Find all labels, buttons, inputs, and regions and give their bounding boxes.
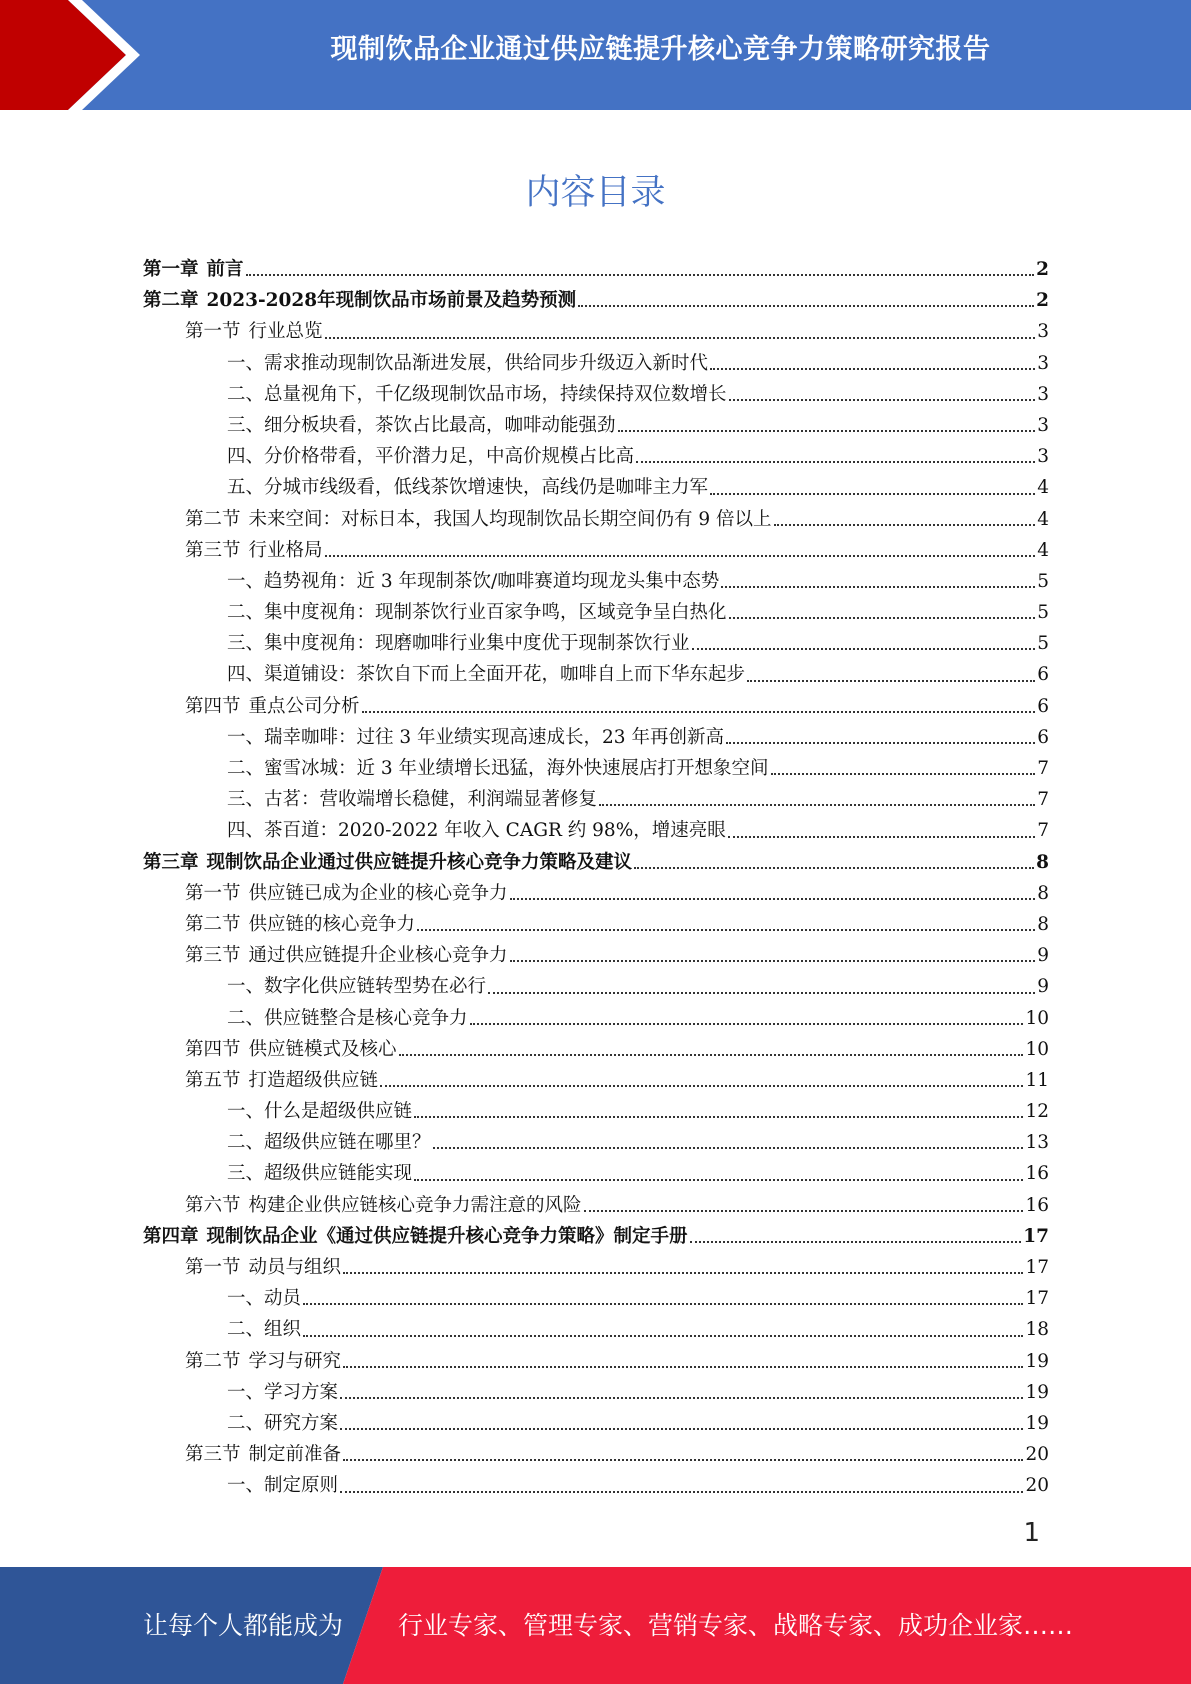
toc-dot-leader xyxy=(584,1210,1024,1212)
toc-entry-title xyxy=(227,1408,338,1439)
toc-entry[interactable] xyxy=(143,847,1049,878)
toc-entry-title xyxy=(227,1158,412,1189)
toc-entry-text: 供应链模式及核心 xyxy=(248,1038,397,1060)
toc-entry-text: 一、瑞幸咖啡：过往 3 年业绩实现高速成长，23 年再创新高 xyxy=(227,726,724,748)
toc-entry[interactable] xyxy=(143,1314,1049,1345)
toc-entry[interactable] xyxy=(143,535,1049,566)
toc-entry-text: 构建企业供应链核心竞争力需注意的风险 xyxy=(248,1194,582,1216)
footer-band xyxy=(0,1567,1191,1684)
toc-entry-text: 一、什么是超级供应链 xyxy=(227,1101,413,1123)
toc-entry[interactable] xyxy=(143,1065,1049,1096)
toc-entry-page: 19 xyxy=(1025,1381,1049,1403)
toc-entry[interactable] xyxy=(143,753,1049,784)
toc-entry-label: 第六节 xyxy=(185,1194,241,1216)
toc-entry-text: 供应链已成为企业的核心竞争力 xyxy=(248,882,508,904)
toc-entry-label: 第一节 xyxy=(185,321,241,343)
toc-entry[interactable] xyxy=(143,1003,1049,1034)
toc-dot-leader xyxy=(771,773,1036,775)
toc-entry-title xyxy=(227,753,769,784)
toc-entry[interactable] xyxy=(143,472,1049,503)
toc-entry[interactable] xyxy=(143,254,1049,285)
toc-dot-leader xyxy=(246,274,1035,276)
toc-entry-page: 19 xyxy=(1025,1350,1049,1372)
toc-entry-page: 5 xyxy=(1037,570,1049,592)
toc-entry[interactable] xyxy=(143,1439,1049,1470)
toc-entry-title xyxy=(227,441,634,472)
toc-entry-title xyxy=(227,1096,412,1127)
toc-entry-text: 四、渠道铺设：茶饮自下而上全面开花，咖啡自上而下华东起步 xyxy=(227,664,746,686)
header-band xyxy=(0,0,1191,110)
toc-entry-text: 一、动员 xyxy=(227,1288,302,1310)
toc-entry[interactable] xyxy=(143,1127,1049,1158)
toc-entry-text: 二、超级供应链在哪里？ xyxy=(227,1132,431,1154)
toc-entry-page: 17 xyxy=(1025,1257,1049,1278)
toc-entry-label: 第四节 xyxy=(185,695,241,717)
toc-entry[interactable] xyxy=(143,410,1049,441)
toc-entry-page: 6 xyxy=(1037,726,1049,748)
toc-entry-text: 现制饮品企业《通过供应链提升核心竞争力策略》制定手册 xyxy=(206,1225,688,1247)
toc-dot-leader xyxy=(599,804,1035,806)
toc-entry-text: 学习与研究 xyxy=(248,1350,342,1372)
toc-entry-title xyxy=(227,1377,338,1408)
toc-entry[interactable] xyxy=(143,1408,1049,1439)
toc-entry-title xyxy=(227,722,724,753)
toc-entry-text: 一、需求推动现制饮品渐进发展，供给同步升级迈入新时代 xyxy=(227,352,709,374)
toc-entry-page: 4 xyxy=(1037,508,1049,530)
toc-entry-page: 5 xyxy=(1037,602,1049,624)
toc-entry-label: 第一节 xyxy=(185,882,241,904)
toc-entry-title xyxy=(227,410,616,441)
toc-entry-title xyxy=(143,1221,688,1252)
toc-dot-leader xyxy=(721,586,1035,588)
toc-entry-page: 17 xyxy=(1025,1288,1049,1310)
toc-entry-title xyxy=(227,379,727,410)
toc-entry-page: 9 xyxy=(1037,945,1049,967)
toc-dot-leader xyxy=(728,836,1035,838)
toc-entry-title xyxy=(185,1346,341,1377)
footer-slogan-left: 让每个人都能成为 xyxy=(143,1611,344,1640)
toc-entry[interactable] xyxy=(143,722,1049,753)
toc-dot-leader xyxy=(343,1366,1023,1368)
toc-dot-leader xyxy=(729,617,1036,619)
toc-entry-page: 6 xyxy=(1037,664,1049,686)
toc-entry-title xyxy=(143,254,244,285)
table-of-contents xyxy=(143,254,1049,1502)
toc-entry-title xyxy=(185,940,508,971)
toc-entry-page: 3 xyxy=(1037,414,1049,436)
toc-entry-title xyxy=(227,784,597,815)
toc-heading: 内容目录 xyxy=(525,173,666,213)
toc-entry-title xyxy=(227,659,745,690)
toc-entry-page: 16 xyxy=(1025,1163,1049,1185)
toc-entry-text: 二、蜜雪冰城：近 3 年业绩增长迅猛，海外快速展店打开想象空间 xyxy=(227,758,769,779)
toc-entry-label: 第二章 xyxy=(143,290,199,312)
toc-dot-leader xyxy=(303,1335,1023,1337)
toc-dot-leader xyxy=(303,1303,1023,1305)
toc-dot-leader xyxy=(362,711,1036,713)
toc-dot-leader xyxy=(470,1023,1024,1025)
toc-entry-title xyxy=(185,878,508,909)
toc-entry[interactable] xyxy=(143,1221,1049,1252)
toc-dot-leader xyxy=(340,1397,1023,1399)
toc-entry-label: 第三节 xyxy=(185,945,241,967)
toc-dot-leader xyxy=(690,1241,1022,1243)
toc-entry[interactable] xyxy=(143,1158,1049,1189)
toc-entry-page: 3 xyxy=(1037,352,1049,374)
toc-dot-leader xyxy=(433,1147,1024,1149)
toc-entry-page: 4 xyxy=(1037,477,1049,499)
toc-entry[interactable] xyxy=(143,348,1049,379)
toc-entry-label: 第一章 xyxy=(143,259,199,280)
toc-entry[interactable] xyxy=(143,659,1049,690)
toc-entry-text: 2023-2028年现制饮品市场前景及趋势预测 xyxy=(206,290,577,312)
toc-entry[interactable] xyxy=(143,597,1049,628)
toc-dot-leader xyxy=(340,1428,1023,1430)
toc-entry-label: 第二节 xyxy=(185,913,241,935)
toc-entry-text: 一、学习方案 xyxy=(227,1381,339,1403)
toc-entry-page: 4 xyxy=(1037,539,1049,561)
toc-entry-text: 二、总量视角下，千亿级现制饮品市场，持续保持双位数增长 xyxy=(227,383,727,405)
toc-entry-page: 9 xyxy=(1037,976,1049,998)
toc-entry-page: 10 xyxy=(1025,1038,1049,1060)
toc-entry-label: 第三节 xyxy=(185,539,241,561)
toc-entry-text: 五、分城市线级看，低线茶饮增速快，高线仍是咖啡主力军 xyxy=(227,477,709,499)
toc-entry-title xyxy=(227,628,690,659)
toc-dot-leader xyxy=(747,680,1035,682)
toc-dot-leader xyxy=(399,1054,1024,1056)
toc-entry-page: 20 xyxy=(1025,1444,1049,1466)
toc-dot-leader xyxy=(340,1491,1023,1493)
toc-entry-label: 第五节 xyxy=(185,1069,241,1091)
toc-entry-text: 四、茶百道：2020-2022 年收入 CAGR 约 98%，增速亮眼 xyxy=(227,820,726,842)
toc-entry-title xyxy=(227,1003,468,1034)
toc-entry[interactable] xyxy=(143,815,1049,846)
toc-dot-leader xyxy=(488,992,1035,994)
toc-entry-page: 3 xyxy=(1037,321,1049,343)
toc-entry-title xyxy=(185,1439,341,1470)
toc-entry-title xyxy=(227,815,726,846)
toc-entry-title xyxy=(143,285,576,316)
toc-dot-leader xyxy=(774,524,1036,526)
toc-entry-label: 第四节 xyxy=(185,1038,241,1060)
toc-dot-leader xyxy=(510,898,1036,900)
toc-entry-text: 二、供应链整合是核心竞争力 xyxy=(227,1007,468,1029)
toc-entry-text: 前言 xyxy=(206,259,244,280)
toc-dot-leader xyxy=(710,493,1035,495)
toc-entry-title xyxy=(227,597,727,628)
footer-slogan-right: 行业专家、管理专家、营销专家、战略专家、成功企业家…… xyxy=(398,1611,1074,1640)
toc-entry[interactable] xyxy=(143,379,1049,410)
toc-entry-title xyxy=(227,472,708,503)
toc-entry-text: 供应链的核心竞争力 xyxy=(248,913,416,935)
toc-entry-page: 2 xyxy=(1036,290,1049,312)
toc-entry-text: 未来空间：对标日本，我国人均现制饮品长期空间仍有 9 倍以上 xyxy=(248,508,772,530)
toc-entry[interactable] xyxy=(143,1470,1049,1501)
toc-entry[interactable] xyxy=(143,1190,1049,1221)
toc-entry[interactable] xyxy=(143,909,1049,940)
toc-entry[interactable] xyxy=(143,1346,1049,1377)
toc-entry-page: 5 xyxy=(1037,633,1049,655)
toc-dot-leader xyxy=(414,1116,1023,1118)
toc-entry-text: 行业格局 xyxy=(248,539,323,561)
toc-dot-leader xyxy=(343,1459,1023,1461)
toc-entry[interactable] xyxy=(143,878,1049,909)
toc-dot-leader xyxy=(636,461,1035,463)
toc-entry-page: 3 xyxy=(1037,383,1049,405)
toc-entry-text: 四、分价格带看，平价潜力足，中高价规模占比高 xyxy=(227,446,635,468)
toc-entry-page: 18 xyxy=(1025,1319,1049,1341)
toc-entry-label: 第三节 xyxy=(185,1444,241,1466)
toc-entry-text: 动员与组织 xyxy=(248,1257,342,1278)
toc-entry-label: 第四章 xyxy=(143,1225,199,1247)
toc-entry[interactable] xyxy=(143,1096,1049,1127)
toc-entry-page: 7 xyxy=(1037,758,1049,779)
toc-dot-leader xyxy=(729,399,1036,401)
toc-entry[interactable] xyxy=(143,566,1049,597)
toc-entry-text: 打造超级供应链 xyxy=(248,1069,379,1091)
toc-entry-title xyxy=(185,909,415,940)
toc-entry-label: 第三章 xyxy=(143,851,199,873)
toc-entry-label: 第一节 xyxy=(185,1257,241,1278)
toc-entry-page: 13 xyxy=(1025,1132,1049,1154)
toc-entry-label: 第二节 xyxy=(185,508,241,530)
toc-dot-leader xyxy=(692,648,1036,650)
toc-dot-leader xyxy=(325,337,1036,339)
toc-entry-title xyxy=(185,1252,341,1283)
page-number: 1 xyxy=(1023,1518,1040,1548)
toc-entry-title xyxy=(185,535,323,566)
toc-entry-page: 8 xyxy=(1037,913,1049,935)
toc-entry-title xyxy=(143,847,632,878)
report-title: 现制饮品企业通过供应链提升核心竞争力策略研究报告 xyxy=(330,34,991,65)
toc-dot-leader xyxy=(634,867,1034,869)
toc-entry[interactable] xyxy=(143,285,1049,316)
toc-entry-page: 8 xyxy=(1037,882,1049,904)
toc-entry-page: 6 xyxy=(1037,695,1049,717)
toc-dot-leader xyxy=(618,430,1036,432)
toc-entry-text: 行业总览 xyxy=(248,321,323,343)
toc-entry[interactable] xyxy=(143,1252,1049,1283)
toc-entry[interactable] xyxy=(143,441,1049,472)
toc-entry[interactable] xyxy=(143,504,1049,535)
toc-entry-label: 第二节 xyxy=(185,1350,241,1372)
toc-entry-text: 一、数字化供应链转型势在必行 xyxy=(227,976,487,998)
toc-entry-text: 一、趋势视角：近 3 年现制茶饮/咖啡赛道均现龙头集中态势 xyxy=(227,570,720,592)
toc-entry-title xyxy=(227,1470,338,1501)
toc-entry-page: 7 xyxy=(1037,789,1049,811)
toc-entry[interactable] xyxy=(143,784,1049,815)
toc-entry-title xyxy=(227,348,708,379)
toc-entry-text: 二、研究方案 xyxy=(227,1412,339,1434)
toc-entry-text: 通过供应链提升企业核心竞争力 xyxy=(248,945,508,967)
toc-entry-title xyxy=(227,1314,301,1345)
toc-entry-page: 17 xyxy=(1023,1225,1049,1247)
toc-dot-leader xyxy=(726,742,1035,744)
toc-entry-text: 三、细分板块看，茶饮占比最高，咖啡动能强劲 xyxy=(227,414,616,436)
toc-dot-leader xyxy=(417,929,1035,931)
toc-entry[interactable] xyxy=(143,1034,1049,1065)
toc-entry-text: 三、集中度视角：现磨咖啡行业集中度优于现制茶饮行业 xyxy=(227,633,690,655)
toc-dot-leader xyxy=(710,368,1035,370)
toc-dot-leader xyxy=(380,1085,1023,1087)
toc-entry-text: 三、超级供应链能实现 xyxy=(227,1163,413,1185)
toc-entry-title xyxy=(227,1127,431,1158)
toc-entry-title xyxy=(185,1190,582,1221)
toc-entry[interactable] xyxy=(143,628,1049,659)
toc-entry-title xyxy=(185,1034,397,1065)
toc-entry-text: 制定前准备 xyxy=(248,1444,342,1466)
toc-entry-title xyxy=(185,1065,378,1096)
toc-entry-page: 2 xyxy=(1036,259,1049,280)
toc-entry-page: 16 xyxy=(1025,1194,1049,1216)
toc-entry[interactable] xyxy=(143,1377,1049,1408)
toc-dot-leader xyxy=(578,305,1034,307)
toc-entry-page: 10 xyxy=(1025,1007,1049,1029)
toc-dot-leader xyxy=(510,960,1036,962)
toc-entry[interactable] xyxy=(143,316,1049,347)
toc-entry-title xyxy=(185,691,360,722)
toc-dot-leader xyxy=(325,555,1036,557)
toc-entry-page: 11 xyxy=(1025,1069,1049,1091)
toc-entry-title xyxy=(185,316,323,347)
toc-entry-text: 三、古茗：营收端增长稳健，利润端显著修复 xyxy=(227,789,598,811)
toc-entry-page: 19 xyxy=(1025,1412,1049,1434)
toc-entry-text: 重点公司分析 xyxy=(248,695,360,717)
toc-dot-leader xyxy=(343,1272,1023,1274)
toc-entry-page: 3 xyxy=(1037,446,1049,468)
toc-entry[interactable] xyxy=(143,1283,1049,1314)
toc-entry-page: 7 xyxy=(1037,820,1049,842)
toc-entry-text: 二、组织 xyxy=(227,1319,302,1341)
toc-entry[interactable] xyxy=(143,971,1049,1002)
toc-entry-page: 8 xyxy=(1036,851,1049,873)
toc-entry-title xyxy=(227,566,719,597)
toc-entry-title xyxy=(227,971,486,1002)
toc-entry-title xyxy=(227,1283,301,1314)
toc-entry-text: 现制饮品企业通过供应链提升核心竞争力策略及建议 xyxy=(206,851,633,873)
toc-entry[interactable] xyxy=(143,691,1049,722)
toc-entry-title xyxy=(185,504,772,535)
toc-dot-leader xyxy=(414,1179,1023,1181)
toc-entry-page: 20 xyxy=(1025,1475,1049,1497)
toc-entry-text: 一、制定原则 xyxy=(227,1475,339,1497)
toc-entry-page: 12 xyxy=(1025,1101,1049,1123)
toc-entry-text: 二、集中度视角：现制茶饮行业百家争鸣，区域竞争呈白热化 xyxy=(227,602,727,624)
toc-entry[interactable] xyxy=(143,940,1049,971)
